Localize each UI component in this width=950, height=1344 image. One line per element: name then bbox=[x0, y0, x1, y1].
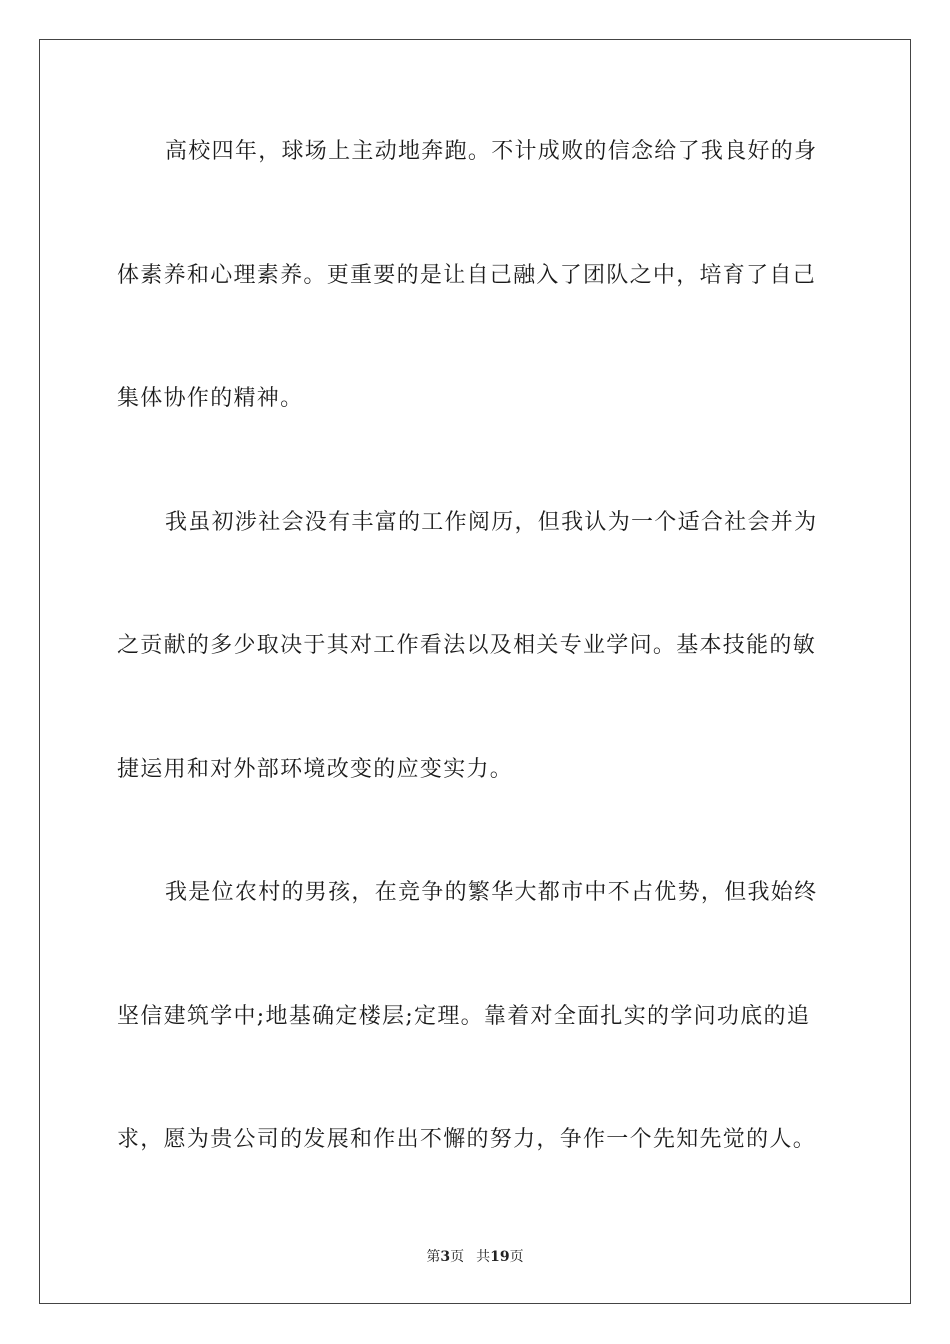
paragraph-3-line-1: 我是位农村的男孩，在竞争的繁华大都市中不占优势，但我始终 bbox=[165, 880, 818, 905]
paragraph-1-line-3: 集体协作的精神。 bbox=[117, 386, 304, 411]
total-suffix: 页 bbox=[509, 1249, 524, 1265]
page-prefix: 第 bbox=[426, 1249, 441, 1265]
page-suffix: 页 bbox=[450, 1249, 465, 1265]
total-pages: 19 bbox=[490, 1249, 510, 1265]
paragraph-2-line-2: 之贡献的多少取决于其对工作看法以及相关专业学问。基本技能的敏 bbox=[117, 633, 817, 658]
page-number: 3 bbox=[440, 1249, 451, 1265]
page-frame bbox=[39, 39, 911, 1304]
paragraph-2-line-3: 捷运用和对外部环境改变的应变实力。 bbox=[117, 757, 514, 782]
paragraph-1-line-2: 体素养和心理素养。更重要的是让自己融入了团队之中，培育了自己 bbox=[117, 263, 817, 288]
paragraph-3-line-2: 坚信建筑学中;地基确定楼层;定理。靠着对全面扎实的学问功底的追 bbox=[117, 1004, 811, 1029]
total-prefix: 共 bbox=[476, 1249, 491, 1265]
paragraph-3-line-3: 求，愿为贵公司的发展和作出不懈的努力，争作一个先知先觉的人。 bbox=[117, 1127, 817, 1152]
paragraph-2-line-1: 我虽初涉社会没有丰富的工作阅历，但我认为一个适合社会并为 bbox=[165, 510, 818, 535]
page-footer bbox=[0, 1247, 950, 1267]
paragraph-1-line-1: 高校四年，球场上主动地奔跑。不计成败的信念给了我良好的身 bbox=[165, 139, 818, 164]
